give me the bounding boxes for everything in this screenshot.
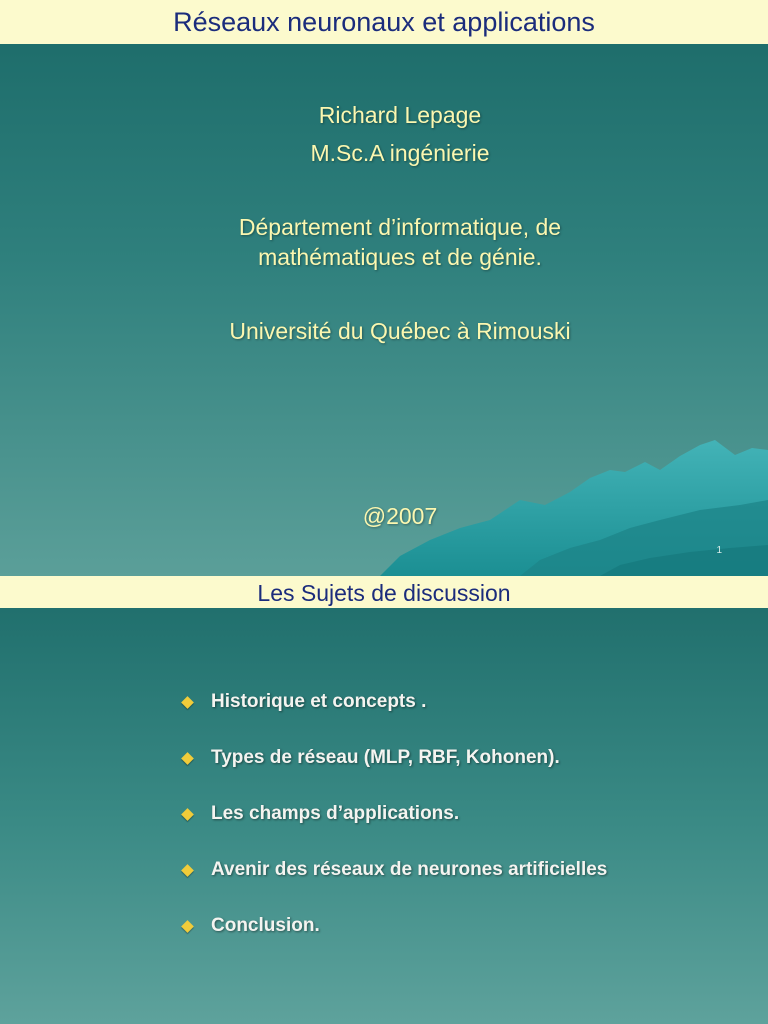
copyright-year: @2007: [362, 503, 438, 529]
slide-2-title: Les Sujets de discussion: [257, 580, 511, 606]
author-name: Richard Lepage: [318, 102, 482, 128]
department-line-1: Département d’informatique, de: [238, 214, 562, 240]
diamond-bullet-icon: [181, 864, 194, 877]
bullet-text: Avenir des réseaux de neurones artificielles: [211, 859, 608, 880]
list-item: [180, 674, 607, 730]
diamond-bullet-icon: [181, 752, 194, 765]
department-line-2: mathématiques et de génie.: [258, 244, 542, 270]
slide-1-title: Réseaux neuronaux et applications: [173, 7, 595, 37]
slide-2: [0, 576, 768, 1024]
bullet-text: Conclusion.: [211, 915, 320, 936]
list-item: [180, 730, 607, 786]
list-item: [180, 786, 607, 842]
bullet-text: Types de réseau (MLP, RBF, Kohonen).: [211, 747, 560, 768]
diamond-bullet-icon: [181, 696, 194, 709]
list-item: [180, 898, 607, 954]
topics-list: [180, 674, 607, 954]
list-item: [180, 842, 607, 898]
degree: M.Sc.A ingénierie: [310, 140, 490, 166]
university-name: Université du Québec à Rimouski: [229, 318, 571, 344]
slide-2-title-bar: [0, 576, 768, 608]
diamond-bullet-icon: [181, 808, 194, 821]
diamond-bullet-icon: [181, 920, 194, 933]
bullet-text: Les champs d’applications.: [211, 803, 460, 824]
slide-number: 1: [716, 545, 722, 556]
bullet-text: Historique et concepts .: [211, 691, 427, 712]
